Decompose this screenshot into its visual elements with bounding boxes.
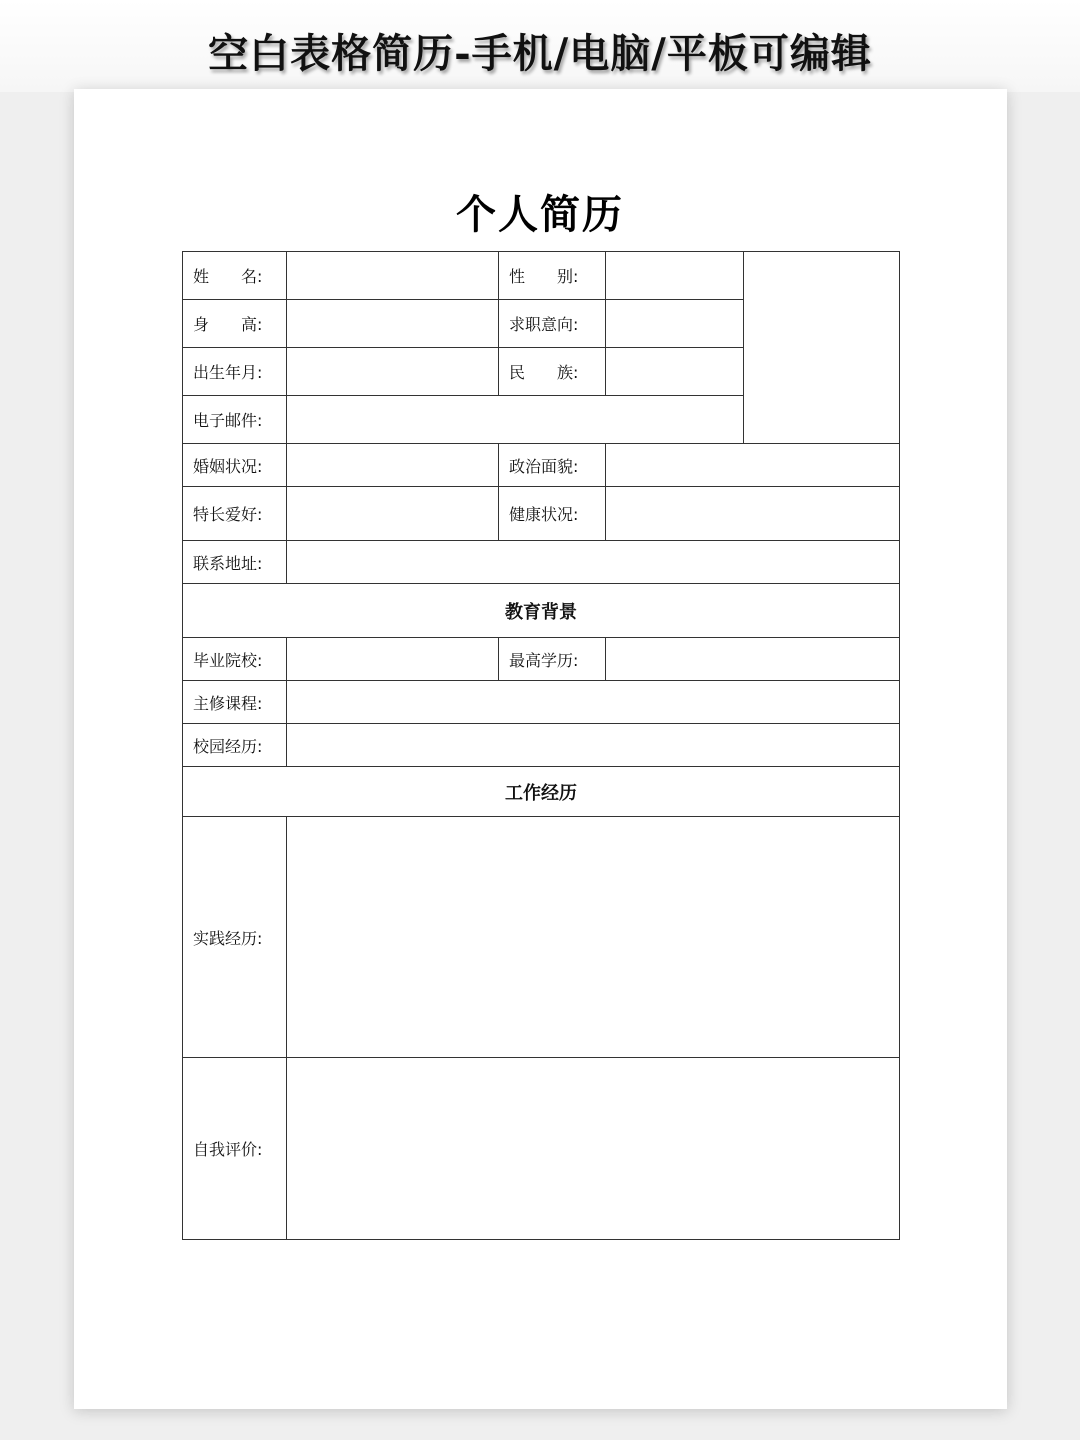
table-row [183, 724, 900, 767]
birth-value-cell[interactable] [287, 348, 499, 396]
job-intention-value-cell[interactable] [606, 300, 744, 348]
graduated-school-label: 毕业院校: [183, 638, 287, 681]
major-courses-label: 主修课程: [183, 681, 287, 724]
table-row [183, 681, 900, 724]
photo-cell[interactable] [744, 252, 900, 444]
email-value-cell[interactable] [287, 396, 744, 444]
height-value-cell[interactable] [287, 300, 499, 348]
table-row [183, 638, 900, 681]
name-value-cell[interactable] [287, 252, 499, 300]
political-status-value-cell[interactable] [606, 444, 900, 487]
marital-status-label: 婚姻状况: [183, 444, 287, 487]
gender-label: 性 别: [499, 252, 606, 300]
table-row [183, 1058, 900, 1240]
graduated-school-value-cell[interactable] [287, 638, 499, 681]
health-label: 健康状况: [499, 487, 606, 541]
table-row [183, 541, 900, 584]
education-section-header: 教育背景 [183, 584, 900, 638]
self-evaluation-label: 自我评价: [183, 1058, 287, 1240]
health-value-cell[interactable] [606, 487, 900, 541]
resume-title: 个人简历 [456, 192, 624, 238]
table-row [183, 444, 900, 487]
hobbies-value-cell[interactable] [287, 487, 499, 541]
table-row [183, 252, 900, 300]
highest-degree-label: 最高学历: [499, 638, 606, 681]
job-intention-label: 求职意向: [499, 300, 606, 348]
ethnicity-label: 民 族: [499, 348, 606, 396]
campus-experience-label: 校园经历: [183, 724, 287, 767]
table-row [183, 584, 900, 638]
major-courses-value-cell[interactable] [287, 681, 900, 724]
political-status-label: 政治面貌: [499, 444, 606, 487]
hobbies-label: 特长爱好: [183, 487, 287, 541]
resume-table [182, 251, 900, 1240]
table-row [183, 817, 900, 1058]
banner [0, 0, 1080, 92]
address-value-cell[interactable] [287, 541, 900, 584]
address-label: 联系地址: [183, 541, 287, 584]
campus-experience-value-cell[interactable] [287, 724, 900, 767]
highest-degree-value-cell[interactable] [606, 638, 900, 681]
banner-title: 空白表格简历-手机/电脑/平板可编辑 [208, 30, 872, 77]
email-label: 电子邮件: [183, 396, 287, 444]
self-evaluation-value-cell[interactable] [287, 1058, 900, 1240]
table-row [183, 487, 900, 541]
gender-value-cell[interactable] [606, 252, 744, 300]
name-label: 姓 名: [183, 252, 287, 300]
ethnicity-value-cell[interactable] [606, 348, 744, 396]
practice-experience-label: 实践经历: [183, 817, 287, 1058]
practice-experience-value-cell[interactable] [287, 817, 900, 1058]
height-label: 身 高: [183, 300, 287, 348]
table-row [183, 767, 900, 817]
birth-label: 出生年月: [183, 348, 287, 396]
work-section-header: 工作经历 [183, 767, 900, 817]
marital-status-value-cell[interactable] [287, 444, 499, 487]
